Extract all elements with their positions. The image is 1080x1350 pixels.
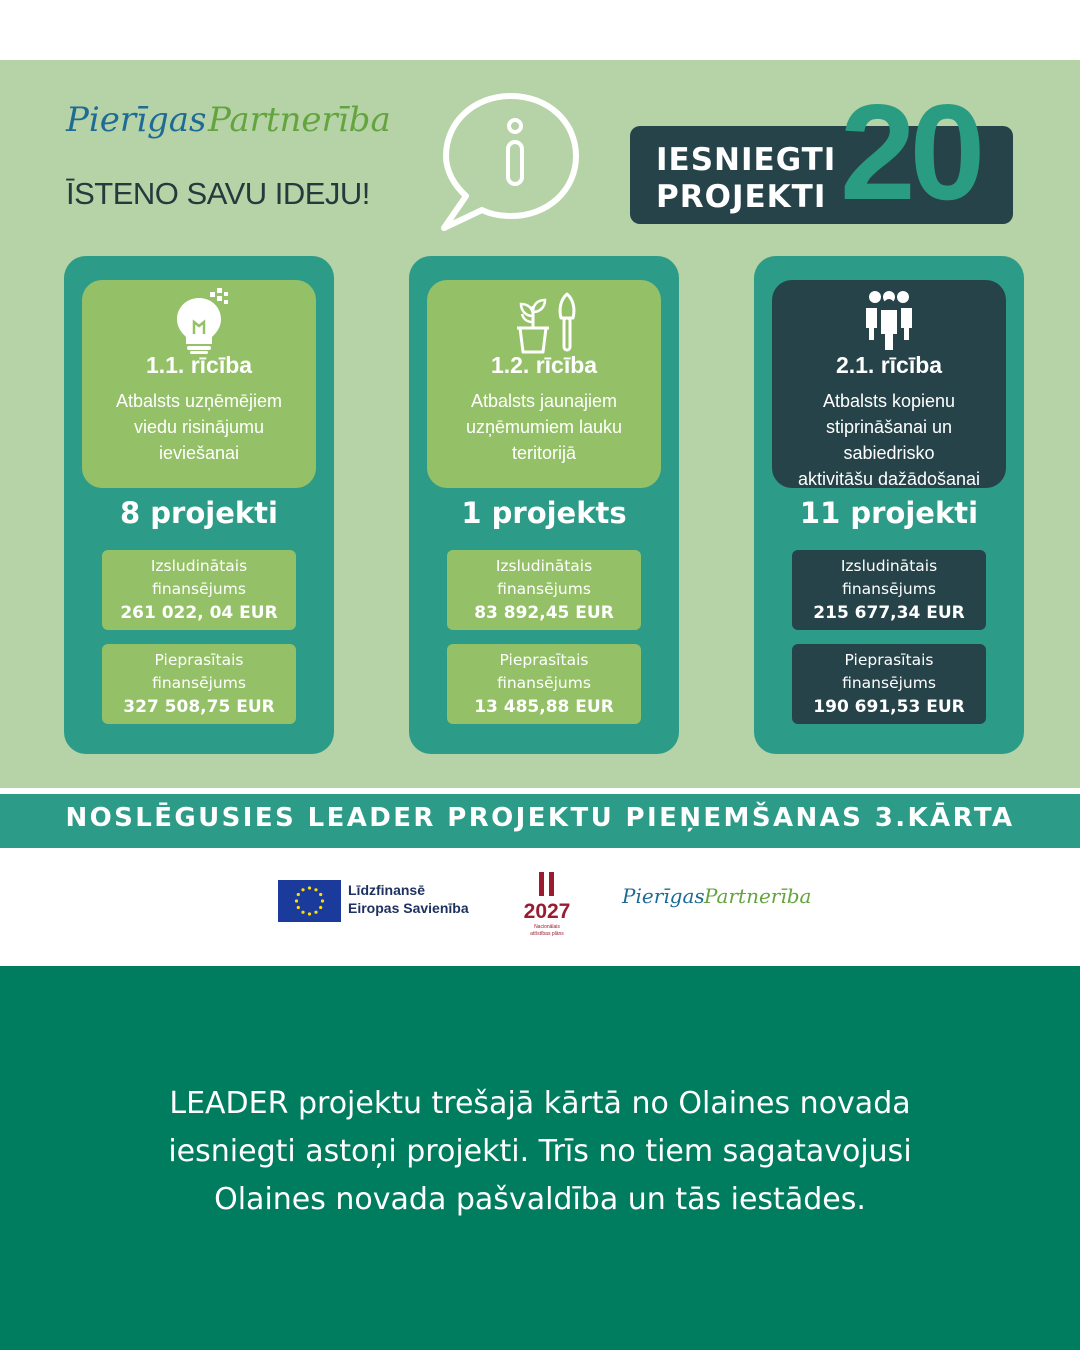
action-description-line: uzņēmumiem lauku bbox=[465, 417, 623, 437]
caption-panel bbox=[0, 966, 1080, 1350]
round-closed-banner bbox=[0, 794, 1080, 848]
requested-funding-box bbox=[447, 644, 641, 724]
infographic bbox=[0, 60, 1080, 788]
action-description-line: stiprināšanai un sabiedrisko bbox=[825, 417, 953, 463]
action-card-2-1 bbox=[754, 256, 1024, 754]
announced-funding-box bbox=[447, 550, 641, 630]
action-card-1-2 bbox=[409, 256, 679, 754]
slogan: ĪSTENO SAVU IDEJU! bbox=[66, 176, 370, 211]
community-icon bbox=[772, 288, 1006, 354]
funding-label-line: Izsludinātais bbox=[840, 557, 938, 575]
plant-shovel-icon bbox=[427, 288, 661, 354]
logo-word-partneriba: Partnerība bbox=[208, 100, 391, 140]
action-description-line: viedu risinājumu bbox=[133, 417, 265, 437]
lightbulb-icon bbox=[82, 288, 316, 354]
announced-funding-value: 83 892,45 EUR bbox=[474, 603, 614, 623]
eu-text-line: Eiropas Savienība bbox=[348, 900, 469, 916]
funding-label-line: Izsludinātais bbox=[150, 557, 248, 575]
action-title: 2.1. rīcība bbox=[835, 352, 943, 378]
action-title: 1.2. rīcība bbox=[490, 352, 598, 378]
requested-funding-label bbox=[447, 649, 641, 695]
submitted-label-line1: IESNIEGTI bbox=[656, 142, 837, 178]
requested-funding-value: 327 508,75 EUR bbox=[123, 697, 275, 717]
action-card-header bbox=[427, 280, 661, 488]
project-count: 11 projekti bbox=[799, 496, 979, 530]
funding-label-line: finansējums bbox=[842, 674, 936, 692]
caption-line: LEADER projektu trešajā kārtā no Olaines novada bbox=[169, 1086, 911, 1121]
project-count: 8 projekti bbox=[120, 496, 278, 530]
funding-label-line: Izsludinātais bbox=[495, 557, 593, 575]
action-description-line: Atbalsts jaunajiem bbox=[470, 391, 618, 411]
funding-label-line: finansējums bbox=[497, 580, 591, 598]
announced-funding-box bbox=[792, 550, 986, 630]
action-description-line: Atbalsts kopienu bbox=[822, 391, 956, 411]
requested-funding-box bbox=[102, 644, 296, 724]
pierigas-partneriba-logo-small bbox=[622, 884, 822, 924]
funding-label-line: Pieprasītais bbox=[844, 651, 934, 669]
eu-cofinanced-text bbox=[348, 881, 469, 917]
action-description-line: Atbalsts uzņēmējiem bbox=[115, 391, 283, 411]
nap-caption-line: Nacionālais bbox=[534, 924, 560, 930]
action-description bbox=[435, 388, 653, 466]
eu-flag-icon bbox=[278, 880, 341, 922]
eu-text-line: Līdzfinansē bbox=[348, 882, 426, 898]
announced-funding-box bbox=[102, 550, 296, 630]
announced-funding-label bbox=[792, 555, 986, 601]
announced-funding-label bbox=[447, 555, 641, 601]
pierigas-partneriba-logo bbox=[66, 100, 391, 220]
action-card-1-1 bbox=[64, 256, 334, 754]
submitted-label-line2: PROJEKTI bbox=[656, 179, 827, 215]
announced-funding-value: 261 022, 04 EUR bbox=[120, 603, 278, 623]
requested-funding-value: 190 691,53 EUR bbox=[813, 697, 965, 717]
action-card-header bbox=[772, 280, 1006, 488]
action-card-header bbox=[82, 280, 316, 488]
national-development-plan-logo bbox=[512, 870, 582, 940]
nap-caption-line: attīstības plāns bbox=[530, 931, 564, 937]
submitted-label bbox=[656, 142, 846, 216]
logo-word-pierigas: Pierīgas bbox=[622, 884, 705, 908]
caption-text bbox=[120, 1080, 960, 1224]
requested-funding-box bbox=[792, 644, 986, 724]
action-description bbox=[90, 388, 308, 466]
requested-funding-label bbox=[102, 649, 296, 695]
action-title: 1.1. rīcība bbox=[145, 352, 253, 378]
action-description-line: teritorijā bbox=[511, 443, 577, 463]
submitted-number: 20 bbox=[840, 76, 980, 228]
project-count: 1 projekts bbox=[461, 496, 627, 530]
info-bubble-icon bbox=[438, 90, 584, 232]
funding-label-line: finansējums bbox=[497, 674, 591, 692]
funding-label-line: finansējums bbox=[842, 580, 936, 598]
requested-funding-value: 13 485,88 EUR bbox=[474, 697, 614, 717]
funding-label-line: Pieprasītais bbox=[499, 651, 589, 669]
caption-line: iesniegti astoņi projekti. Trīs no tiem sagatavojusi bbox=[168, 1134, 912, 1169]
funding-label-line: finansējums bbox=[152, 674, 246, 692]
banner-text: NOSLĒGUSIES LEADER PROJEKTU PIEŅEMŠANAS 3.KĀRTA bbox=[65, 803, 1015, 833]
action-description-line: ieviešanai bbox=[158, 443, 240, 463]
announced-funding-label bbox=[102, 555, 296, 601]
requested-funding-label bbox=[792, 649, 986, 695]
action-description-line: aktivitāšu dažādošanai bbox=[797, 469, 981, 489]
caption-line: Olaines novada pašvaldība un tās iestādes. bbox=[214, 1182, 866, 1217]
nap-year: 2027 bbox=[523, 900, 571, 923]
funding-label-line: finansējums bbox=[152, 580, 246, 598]
logo-word-partneriba: Partnerība bbox=[704, 884, 812, 908]
action-description bbox=[780, 388, 998, 492]
funding-label-line: Pieprasītais bbox=[154, 651, 244, 669]
sponsor-logos-strip bbox=[0, 848, 1080, 966]
announced-funding-value: 215 677,34 EUR bbox=[813, 603, 965, 623]
top-white-band bbox=[0, 0, 1080, 60]
submitted-projects-badge bbox=[630, 76, 1013, 228]
logo-word-pierigas: Pierīgas bbox=[66, 100, 207, 140]
